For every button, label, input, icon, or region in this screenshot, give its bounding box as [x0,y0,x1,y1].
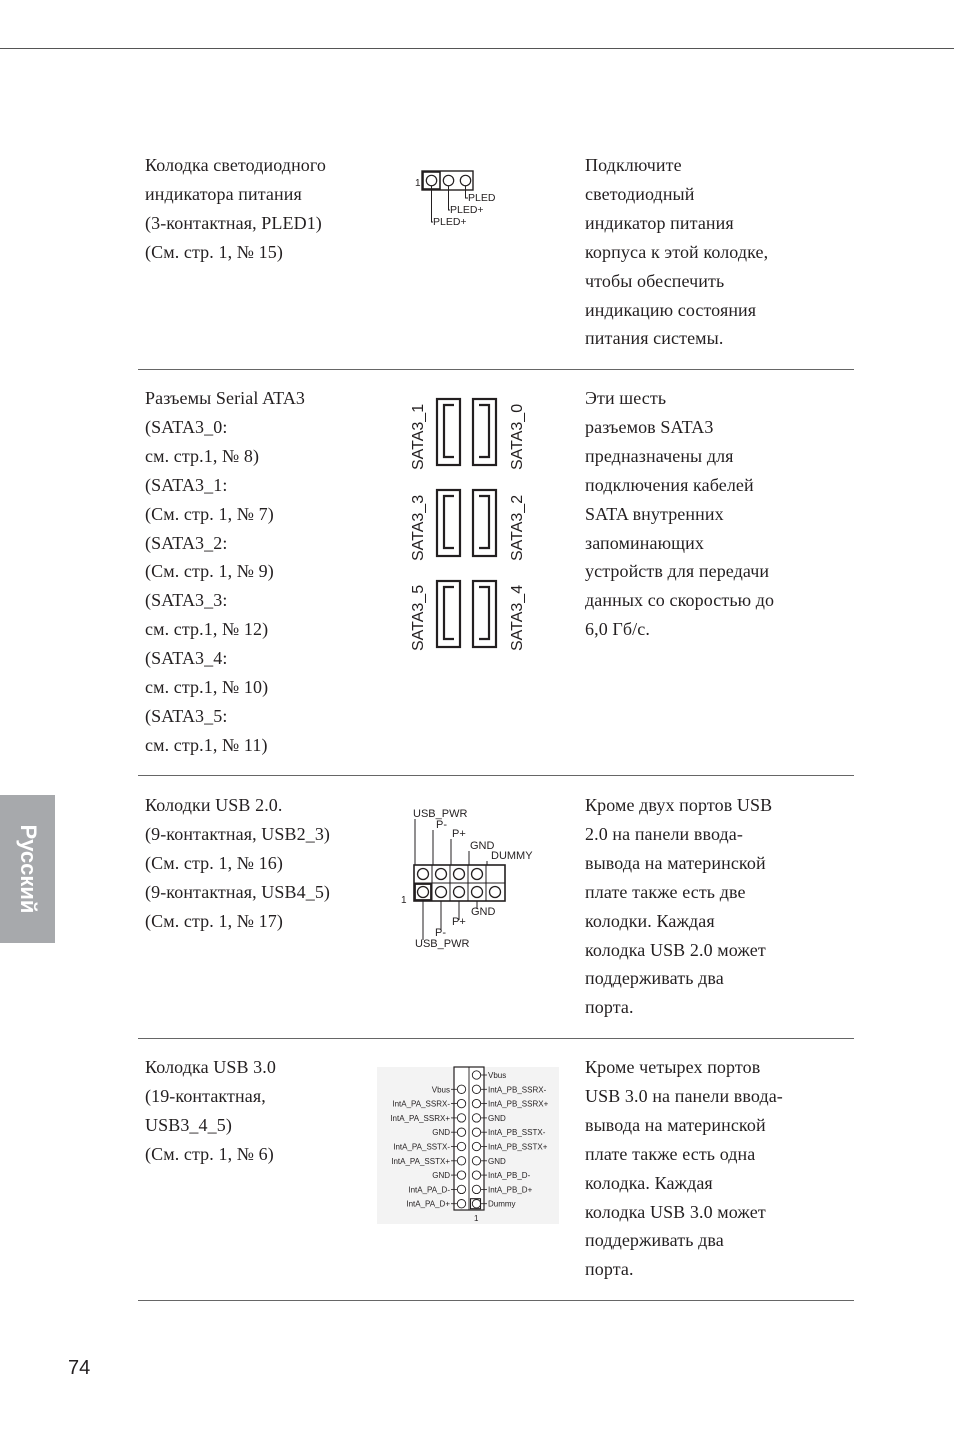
pled-title-line: (3-контактная, PLED1) [145,212,322,233]
usb3-left-pin-label: IntA_PA_SSRX+ [390,1113,450,1123]
usb2-pin [472,869,483,880]
usb3-desc-line: поддерживать два [585,1230,724,1251]
sata-title-line: см. стр.1, № 11) [145,734,268,755]
usb2-desc-line: 2.0 на панели ввода- [585,823,743,844]
usb3-desc-line: USB 3.0 на панели ввода- [585,1085,783,1106]
sata-desc-line: разъемов SATA3 [585,416,714,437]
usb3-title-line: (19-контактная, [145,1085,266,1106]
usb-pwr-label: USB_PWR [415,938,470,950]
sata3-3-label: SATA3_3 [410,494,427,561]
usb-pwr-label: USB_PWR [413,808,468,820]
sata-desc-line: 6,0 Гб/с. [585,619,650,640]
p-minus-label: P- [436,819,447,831]
usb3-right-pin-label: Vbus [488,1071,507,1080]
pled-desc-line: светодиодный [585,183,695,204]
usb3-title-line: USB3_4_5) [145,1114,232,1135]
usb3-desc-line: вывода на материнской [585,1114,766,1135]
sata-title-line: (SATA3_3: [145,590,228,611]
usb2-title-line: (См. стр. 1, № 17) [145,910,283,931]
usb3-left-pin-label: GND [432,1128,450,1138]
usb3-right-pin-label: IntA_PB_SSRX- [488,1085,547,1095]
usb2-description [585,791,772,1022]
usb2-title-line: (См. стр. 1, № 16) [145,852,283,873]
usb2-title-line: Колодки USB 2.0. [145,795,283,815]
sata3-4-port [473,581,496,647]
section-divider [138,1300,854,1301]
usb2-desc-line: вывода на материнской [585,852,766,873]
usb2-title-line: (9-контактная, USB4_5) [145,881,331,902]
usb3-header-diagram [377,1067,559,1224]
pled-desc-line: индикацию состояния [585,299,757,320]
usb2-header-diagram [398,803,548,953]
usb3-right-pin-label: IntA_PB_D- [488,1171,531,1181]
usb2-desc-line: колодки. Каждая [585,910,715,931]
language-side-tab [0,795,55,943]
sata-title-line: (SATA3_0: [145,416,228,437]
pled-title-line: Колодка светодиодного [145,155,327,175]
usb2-pin [418,887,429,898]
sata-connectors-diagram [400,396,535,656]
sata3-0-port [473,399,496,465]
sata-desc-line: данных со скоростью до [585,590,775,611]
usb2-desc-line: колодка USB 2.0 может [585,939,766,960]
gnd-label: GND [470,840,495,852]
sata-title-line: (См. стр. 1, № 7) [145,503,274,524]
gnd-label: GND [471,906,496,918]
usb2-desc-line: плате также есть две [585,881,746,902]
sata-desc-line: подключения кабелей [585,474,754,495]
pled-label: PLED [468,192,496,204]
usb3-left-pin-label: GND [432,1171,450,1181]
usb3-right-pin-label: IntA_PB_SSRX+ [488,1099,549,1109]
dummy-label: DUMMY [491,850,533,862]
usb2-pin [436,869,447,880]
sata-title-line: (SATA3_4: [145,648,228,669]
usb3-right-pin-label: IntA_PB_SSTX+ [488,1142,548,1152]
sata3-5-label: SATA3_5 [410,584,427,651]
usb2-pin [472,887,483,898]
sata-title-line: (SATA3_1: [145,474,228,495]
usb3-title [145,1053,276,1169]
p-minus-label: P- [435,927,446,939]
pled-pin [426,175,436,185]
p-plus-label: P+ [452,916,466,928]
sata-title-line: (См. стр. 1, № 9) [145,561,274,582]
sata-title-line: см. стр.1, № 8) [145,445,260,466]
usb2-title-line: (9-контактная, USB2_3) [145,823,331,844]
pled-title-line: (См. стр. 1, № 15) [145,241,283,262]
sata3-4-label: SATA3_4 [509,584,526,651]
usb3-right-pin-label: GND [488,1113,506,1123]
usb2-pin [418,869,429,880]
usb3-right-pin-label: Dummy [488,1199,516,1209]
usb2-pin [454,869,465,880]
sata-description [585,384,774,644]
sata3-0-label: SATA3_0 [509,403,526,470]
usb3-description [585,1053,783,1284]
usb2-pin [436,887,447,898]
usb3-desc-line: колодка. Каждая [585,1172,713,1193]
usb3-right-pin-label: IntA_PB_D+ [488,1185,533,1195]
usb2-pin1-label: 1 [401,895,407,906]
language-tab-label: Русский [15,824,41,914]
sata-title-line: см. стр.1, № 12) [145,619,269,640]
sata-title-line: (SATA3_5: [145,705,228,726]
sata-title-line: Разъемы Serial ATA3 [145,388,306,408]
usb3-title-line: Колодка USB 3.0 [145,1057,276,1077]
pled-description [585,151,768,353]
page-number: 74 [68,1357,91,1379]
sata-title [145,384,305,760]
pled-desc-line: чтобы обеспечить [585,270,725,291]
pled-title [145,151,326,267]
p-plus-label: P+ [452,828,466,840]
usb3-left-pin-label: IntA_PA_SSTX- [393,1142,450,1152]
usb2-pin [454,887,465,898]
sata3-3-port [437,490,460,556]
top-rule [0,48,954,49]
usb3-desc-line: плате также есть одна [585,1143,756,1164]
sata-desc-line: запоминающих [585,532,704,553]
usb3-desc-line: колодка USB 3.0 может [585,1201,766,1222]
pled-header-diagram [410,166,520,236]
pled-desc-line: питания системы. [585,328,724,349]
usb2-desc-line: Кроме двух портов USB [585,795,773,815]
sata-desc-line: предназначены для [585,445,734,466]
pin1-label: 1 [415,178,421,189]
sata-desc-line: Эти шесть [585,388,667,408]
usb3-title-line: (См. стр. 1, № 6) [145,1143,274,1164]
usb2-pin [490,887,501,898]
pled-desc-line: корпуса к этой колодке, [585,241,769,262]
sata3-5-port [437,581,460,647]
pled-desc-line: индикатор питания [585,212,734,233]
usb3-left-pin-label: IntA_PA_D+ [406,1199,450,1209]
sata3-1-port [437,399,460,465]
sata3-2-port [473,490,496,556]
usb2-desc-line: поддерживать два [585,968,724,989]
sata3-2-label: SATA3_2 [509,494,526,561]
usb3-left-pin-label: Vbus [431,1085,450,1095]
section-divider [138,1038,854,1039]
pled-desc-line: Подключите [585,155,682,175]
pled-pin [460,175,470,185]
usb3-desc-line: порта. [585,1259,634,1280]
usb3-right-pin-label: IntA_PB_SSTX- [488,1128,546,1138]
sata-title-line: (SATA3_2: [145,532,228,553]
sata-title-line: см. стр.1, № 10) [145,677,269,698]
usb3-right-pin-label: GND [488,1156,506,1166]
pled-plus-label: PLED+ [450,204,484,216]
usb3-header-svg [377,1067,559,1224]
usb3-desc-line: Кроме четырех портов [585,1057,761,1077]
sata-desc-line: устройств для передачи [585,561,770,582]
sata-desc-line: SATA внутренних [585,503,724,524]
pled-pin [443,175,453,185]
usb3-left-pin-label: IntA_PA_D- [408,1185,450,1195]
usb3-pin1-label: 1 [474,1214,479,1223]
usb3-left-pin-label: IntA_PA_SSTX+ [391,1156,450,1166]
sata3-1-label: SATA3_1 [410,403,427,470]
usb3-left-pin-label: IntA_PA_SSRX- [392,1099,450,1109]
pled-title-line: индикатора питания [145,183,302,204]
usb2-title [145,791,330,936]
pled-plus-label: PLED+ [433,216,467,228]
section-divider [138,775,854,776]
usb2-desc-line: порта. [585,997,634,1018]
section-divider [138,369,854,370]
